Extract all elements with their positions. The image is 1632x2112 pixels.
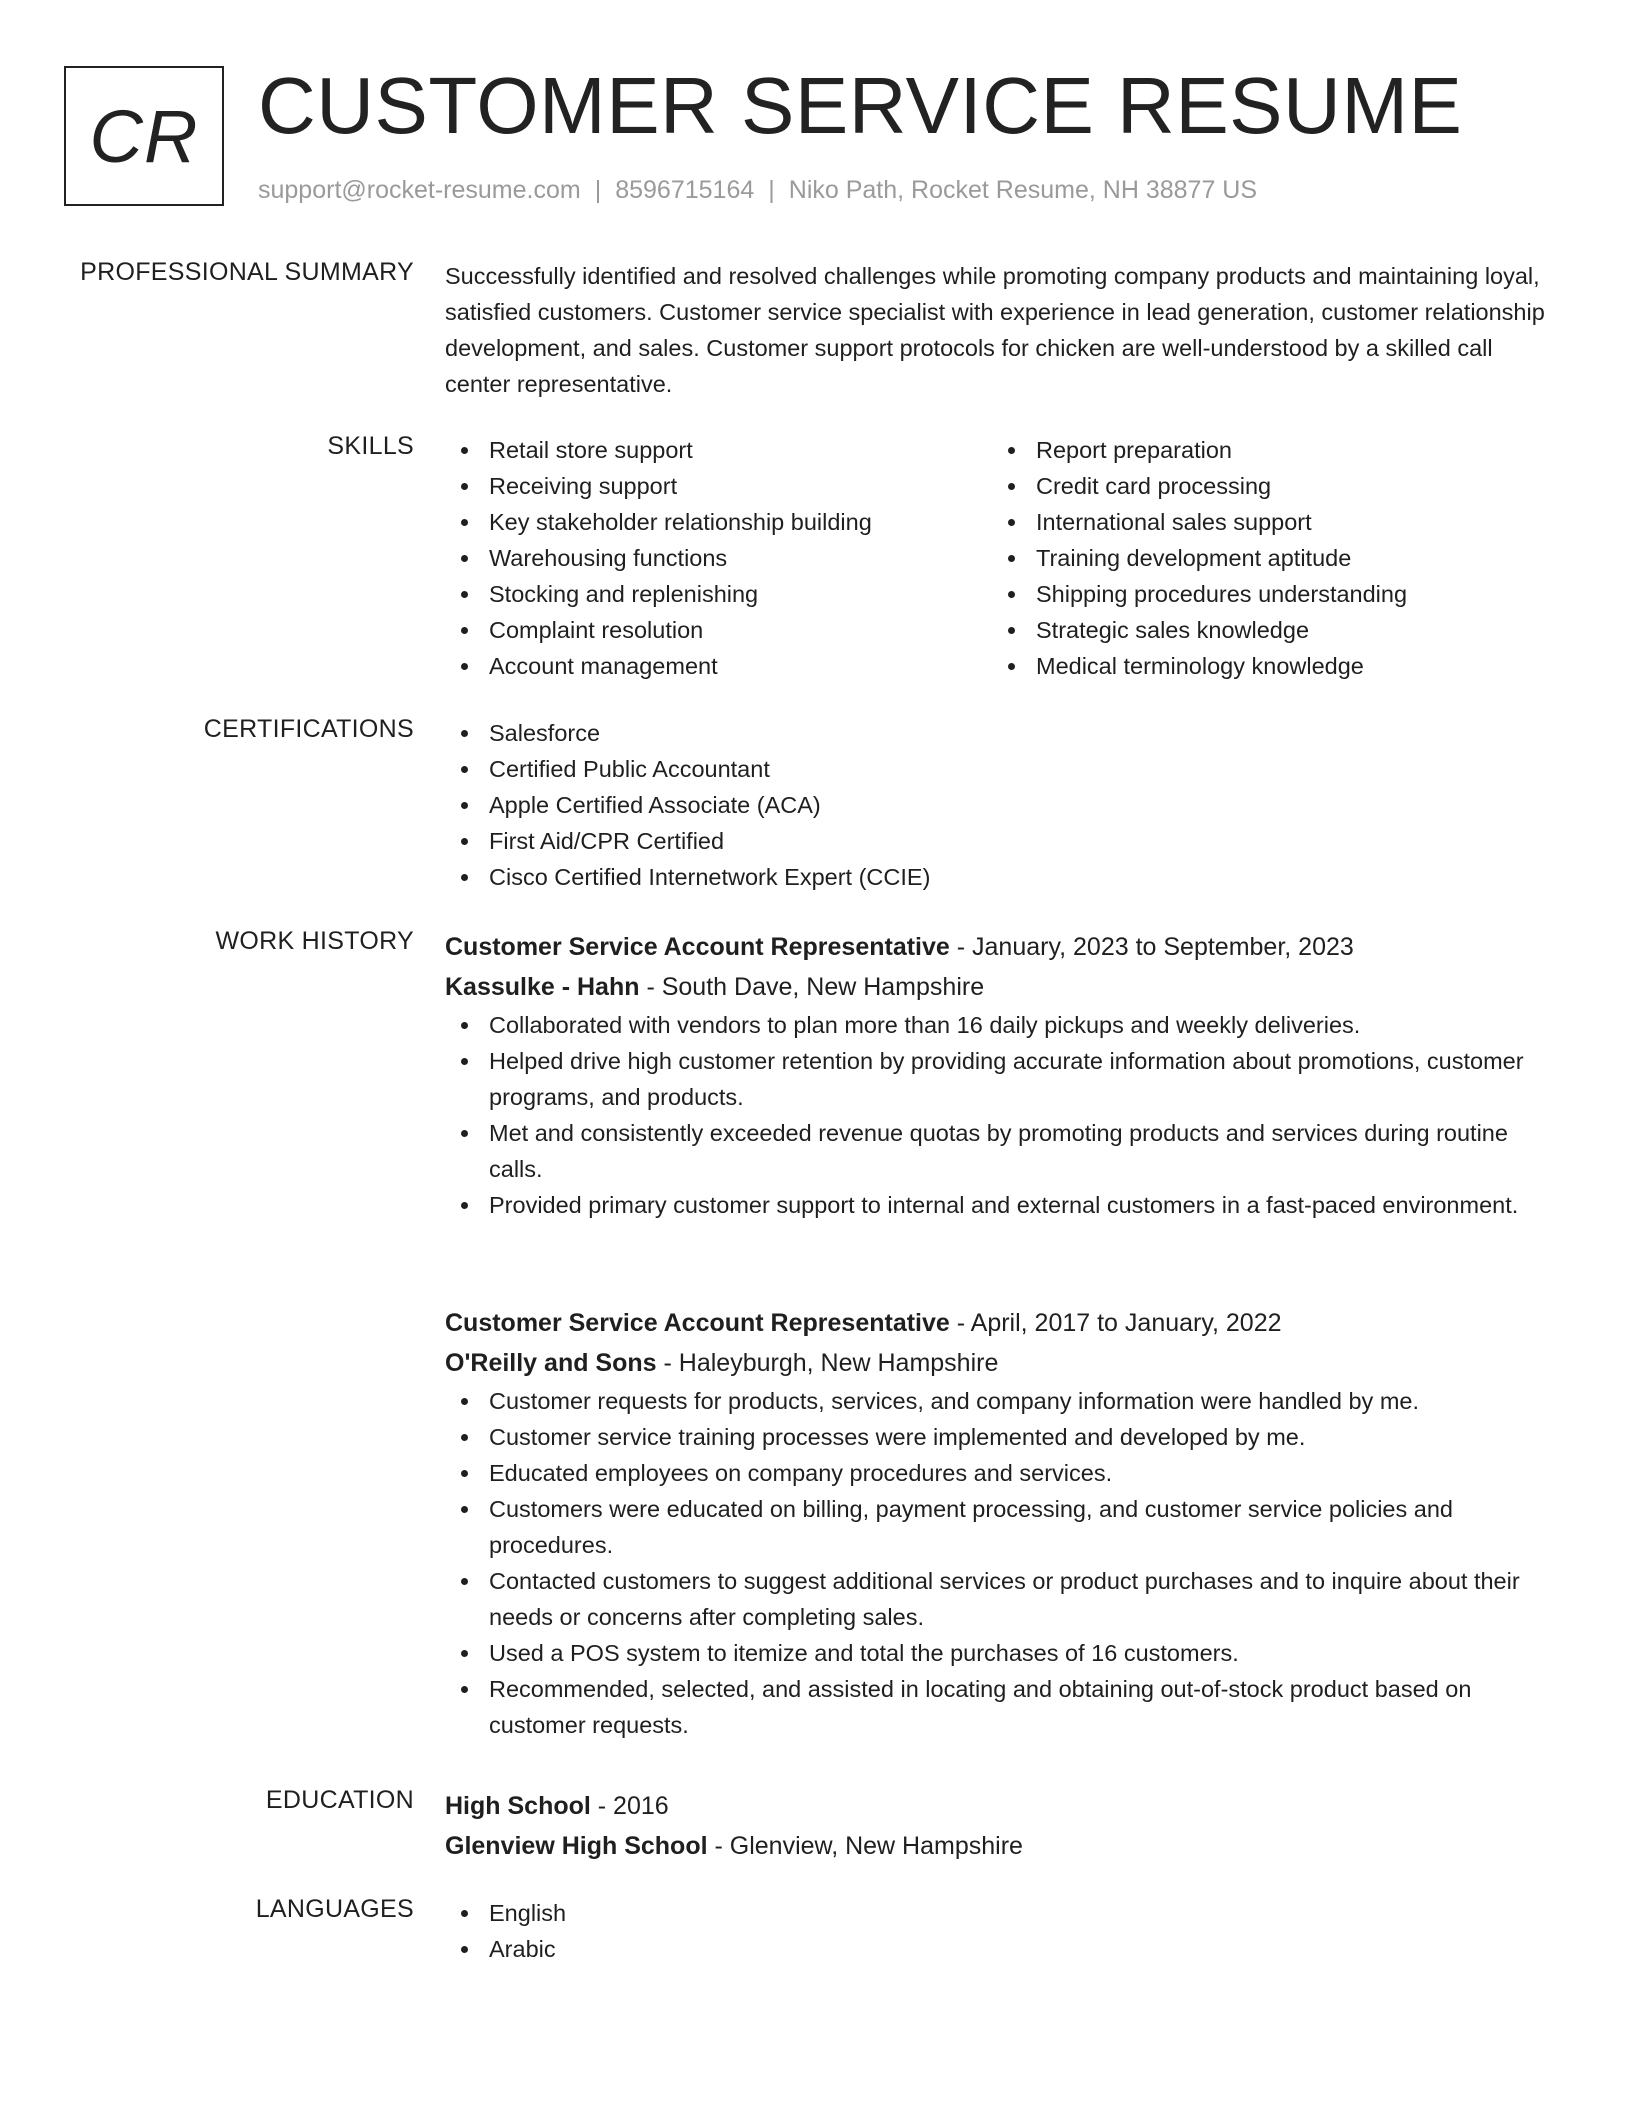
job-bullets [445, 1383, 1545, 1743]
education-school: Glenview High School [445, 1832, 708, 1860]
education-content [445, 1786, 1545, 1866]
languages-list [445, 1895, 1545, 1967]
job-dates: - January, 2023 to September, 2023 [949, 933, 1354, 961]
list-item: Training development aptitude [992, 540, 1539, 576]
job-location: - Haleyburgh, New Hampshire [656, 1349, 999, 1377]
skills-list-left [445, 432, 992, 684]
list-item: Credit card processing [992, 468, 1539, 504]
list-item: Used a POS system to itemize and total the purchases of 16 customers. [445, 1635, 1545, 1671]
job-company: Kassulke - Hahn [445, 973, 640, 1001]
contact-separator: | [594, 176, 602, 204]
list-item: Complaint resolution [445, 612, 992, 648]
job-company: O'Reilly and Sons [445, 1349, 657, 1377]
job-company-line [445, 1343, 1545, 1383]
list-item: Collaborated with vendors to plan more than 16 daily pickups and weekly deliveries. [445, 1007, 1545, 1043]
job-location: - South Dave, New Hampshire [639, 973, 985, 1001]
job-company-line [445, 967, 1545, 1007]
section-title-skills: SKILLS [327, 432, 414, 460]
list-item: Helped drive high customer retention by providing accurate information about promotions, customer programs, and products. [445, 1043, 1545, 1115]
education-school-line [445, 1826, 1545, 1866]
list-item: Salesforce [445, 715, 1545, 751]
certifications-list [445, 715, 1545, 895]
list-item: Met and consistently exceeded revenue quotas by promoting products and services during routine calls. [445, 1115, 1545, 1187]
job-entry [445, 927, 1545, 1223]
job-title-line [445, 1303, 1545, 1343]
list-item: Arabic [445, 1931, 1545, 1967]
education-location: - Glenview, New Hampshire [707, 1832, 1023, 1860]
work-content [445, 927, 1545, 1223]
list-item: Educated employees on company procedures and services. [445, 1455, 1545, 1491]
section-title-certifications: CERTIFICATIONS [203, 715, 414, 743]
list-item: Warehousing functions [445, 540, 992, 576]
list-item: Contacted customers to suggest additional services or product purchases and to inquire about their needs or concerns after completing sales. [445, 1563, 1545, 1635]
list-item: Shipping procedures understanding [992, 576, 1539, 612]
list-item: First Aid/CPR Certified [445, 823, 1545, 859]
section-title-work: WORK HISTORY [215, 927, 414, 955]
education-degree: High School [445, 1792, 591, 1820]
contact-line [258, 176, 1257, 205]
list-item: Retail store support [445, 432, 992, 468]
section-title-education: EDUCATION [265, 1786, 414, 1814]
list-item: Apple Certified Associate (ACA) [445, 787, 1545, 823]
contact-email[interactable]: support@rocket-resume.com [258, 176, 581, 204]
list-item: English [445, 1895, 1545, 1931]
job-dates: - April, 2017 to January, 2022 [949, 1309, 1282, 1337]
list-item: Recommended, selected, and assisted in locating and obtaining out-of-stock product based on customer requests. [445, 1671, 1545, 1743]
list-item: Customers were educated on billing, payment processing, and customer service policies and procedures. [445, 1491, 1545, 1563]
education-degree-line [445, 1786, 1545, 1826]
list-item: Certified Public Accountant [445, 751, 1545, 787]
summary-content [445, 258, 1545, 402]
list-item: Account management [445, 648, 992, 684]
list-item: Key stakeholder relationship building [445, 504, 992, 540]
section-title-summary: PROFESSIONAL SUMMARY [80, 258, 414, 286]
monogram-logo: CR [64, 66, 224, 206]
list-item: Customer requests for products, services, and company information were handled by me. [445, 1383, 1545, 1419]
list-item: Provided primary customer support to internal and external customers in a fast-paced environment. [445, 1187, 1545, 1223]
work-content-2 [445, 1303, 1545, 1743]
contact-phone[interactable]: 8596715164 [615, 176, 755, 204]
list-item: Stocking and replenishing [445, 576, 992, 612]
certifications-content [445, 715, 1545, 895]
education-year: - 2016 [590, 1792, 669, 1820]
job-entry [445, 1303, 1545, 1743]
section-title-languages: LANGUAGES [255, 1895, 414, 1923]
list-item: Strategic sales knowledge [992, 612, 1539, 648]
languages-content [445, 1895, 1545, 1967]
job-title-line [445, 927, 1545, 967]
skills-content [445, 432, 1545, 684]
job-bullets [445, 1007, 1545, 1223]
skills-list-right [992, 432, 1539, 684]
list-item: Medical terminology knowledge [992, 648, 1539, 684]
list-item: International sales support [992, 504, 1539, 540]
list-item: Report preparation [992, 432, 1539, 468]
list-item: Receiving support [445, 468, 992, 504]
resume-title: CUSTOMER SERVICE RESUME [258, 61, 1463, 150]
list-item: Cisco Certified Internetwork Expert (CCIE) [445, 859, 1545, 895]
job-role: Customer Service Account Representative [445, 933, 950, 961]
list-item: Customer service training processes were implemented and developed by me. [445, 1419, 1545, 1455]
contact-separator: | [768, 176, 775, 204]
contact-address: Niko Path, Rocket Resume, NH 38877 US [788, 176, 1258, 204]
summary-text: Successfully identified and resolved challenges while promoting company products and maintaining loyal, satisfied customers. Customer service specialist with experience in lead generation, customer relationship development, and sales. Customer support protocols for chicken are well-understood by a skilled call center representative. [445, 263, 1545, 397]
job-role: Customer Service Account Representative [445, 1309, 950, 1337]
